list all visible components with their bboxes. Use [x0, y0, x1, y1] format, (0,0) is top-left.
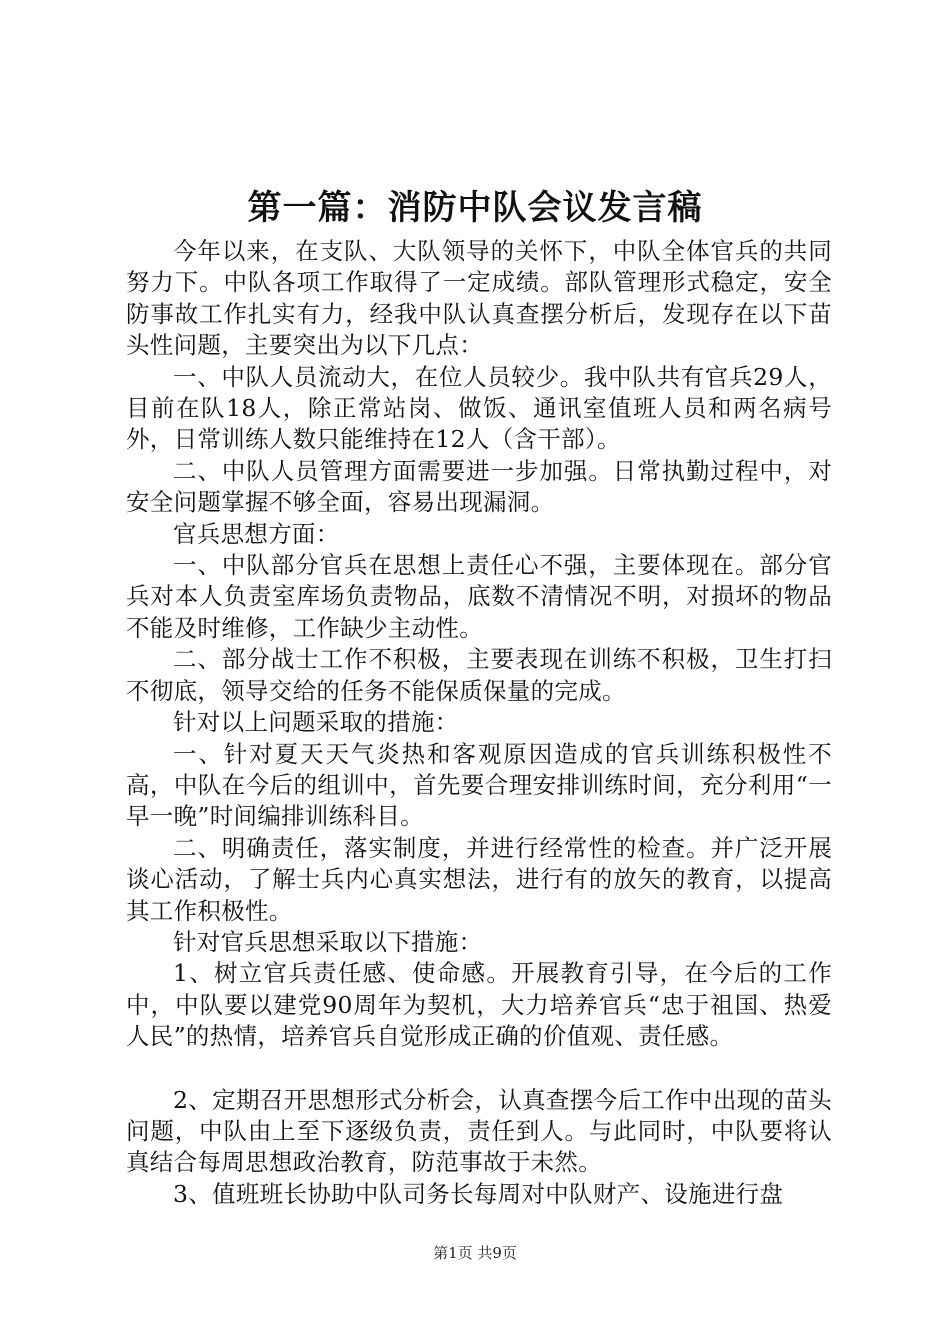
paragraph: 二、中队人员管理方面需要进一步加强。日常执勤过程中，对安全问题掌握不够全面，容易出现漏洞。 — [126, 456, 832, 517]
page-footer: 第1页 共9页 — [433, 1244, 517, 1262]
paragraph: 2、定期召开思想形式分析会，认真查摆今后工作中出现的苗头问题，中队由上至下逐级负责，责任到人。与此同时，中队要将认真结合每周思想政治教育，防范事故于未然。 — [126, 1085, 832, 1177]
document-body — [126, 236, 832, 1210]
paragraph: 针对官兵思想采取以下措施： — [173, 927, 483, 956]
paragraph: 1、树立官兵责任感、使命感。开展教育引导，在今后的工作中，中队要以建党90周年为契机，大力培养官兵“忠于祖国、热爱人民”的热情，培养官兵自觉形成正确的价值观、责任感。 — [126, 959, 832, 1051]
paragraph: 官兵思想方面： — [173, 519, 340, 548]
paragraph: 二、部分战士工作不积极，主要表现在训练不积极，卫生打扫不彻底，领导交给的任务不能保质保量的完成。 — [126, 645, 832, 705]
paragraph: 一、中队部分官兵在思想上责任心不强，主要体现在。部分官兵对本人负责室库场负责物品，底数不清情况不明，对损坏的物品不能及时维修，工作缺少主动性。 — [126, 551, 832, 642]
paragraph: 二、明确责任，落实制度，并进行经常性的检查。并广泛开展谈心活动，了解士兵内心真实想法，进行有的放矢的教育，以提高其工作积极性。 — [126, 833, 832, 925]
paragraph: 3、值班班长协助中队司务长每周对中队财产、设施进行盘 — [173, 1179, 784, 1208]
paragraph: 今年以来，在支队、大队领导的关怀下，中队全体官兵的共同努力下。中队各项工作取得了一定成绩。部队管理形式稳定，安全防事故工作扎实有力，经我中队认真查摆分析后，发现存在以下苗头性问题，主要突出为以下几点： — [126, 237, 832, 360]
paragraph: 一、中队人员流动大，在位人员较少。我中队共有官兵29人，目前在队18人，除正常站岗、做饭、通讯室值班人员和两名病号外，日常训练人数只能维持在12人（含干部）。 — [126, 362, 832, 454]
document-title: 第一篇：消防中队会议发言稿 — [247, 188, 703, 228]
paragraph: 一、针对夏天天气炎热和客观原因造成的官兵训练积极性不高，中队在今后的组训中，首先要合理安排训练时间，充分利用“一早一晚”时间编排训练科目。 — [126, 739, 832, 831]
paragraph-gap — [126, 1053, 832, 1085]
paragraph: 针对以上问题采取的措施： — [173, 708, 459, 737]
